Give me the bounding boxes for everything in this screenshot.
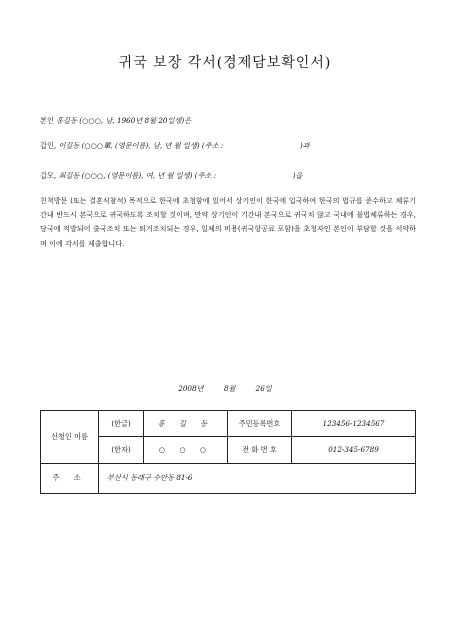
document-date [0,384,450,394]
document-title: 귀국 보장 각서(경제담보확인서) [118,55,332,71]
hangul-label: (한글) [99,411,144,437]
person-b-details: 최길동 (○○○, (영문이름), 여, 년 월 일생) (주소 : [58,171,217,180]
date-day: 26일 [255,384,272,393]
phone-label: 전 화 번 호 [228,437,292,463]
address-value: 부산시 동래구 수안동 81-6 [99,463,416,493]
id-number-value: 123456-1234567 [292,411,416,437]
id-number-label: 주민등록번호 [228,411,292,437]
body-paragraph: 친척방문 (또는 결혼식참석) 목적으로 한국에 초청함에 있어서 상기인이 한국에 입국하여 한국의 법규를 준수하고 체류기간내 반드시 본국으로 귀국하도록 조치할 것이며, 만약 상기인이 기간내 본국으로 귀국치 않고 국내에 불법체류하는 경우, 당국에 적발되어 출국조치 또는 퇴거조치되는 경우, 일체의 비용(귀국항공료 포함)을 초청자인 본인이 부담할 것을 서약하며 이에 각서를 제출합니다. [40,196,417,248]
principal-details: 홍길동 (○○○, 남, 1960년 8월 20일생)은 [56,116,192,125]
applicant-info-table [40,410,416,494]
phone-value: 012-345-6789 [292,437,416,463]
applicant-label: 신청인 이름 [41,411,99,464]
date-month: 8월 [223,384,236,393]
hangul-name: 홍 길 동 [144,411,228,437]
principal-line [40,116,191,126]
person-a-line [40,141,310,151]
person-b-line [40,171,302,181]
hanja-name: ○ ○ ○ [144,437,228,463]
person-a-prefix: 갑인, [40,141,57,150]
person-a-suffix: )과 [299,141,310,150]
hanja-label: (한자) [99,437,144,463]
address-label: 주 소 [41,463,99,493]
person-a-details: 이길동 (○○○輩, (영문이름), 남, 년 월 일생) (주소 : [58,141,224,150]
person-b-suffix: )을 [292,171,303,180]
principal-prefix: 본인 [40,116,54,125]
date-year: 2008년 [178,384,204,393]
person-b-prefix: 갑모, [40,171,57,180]
